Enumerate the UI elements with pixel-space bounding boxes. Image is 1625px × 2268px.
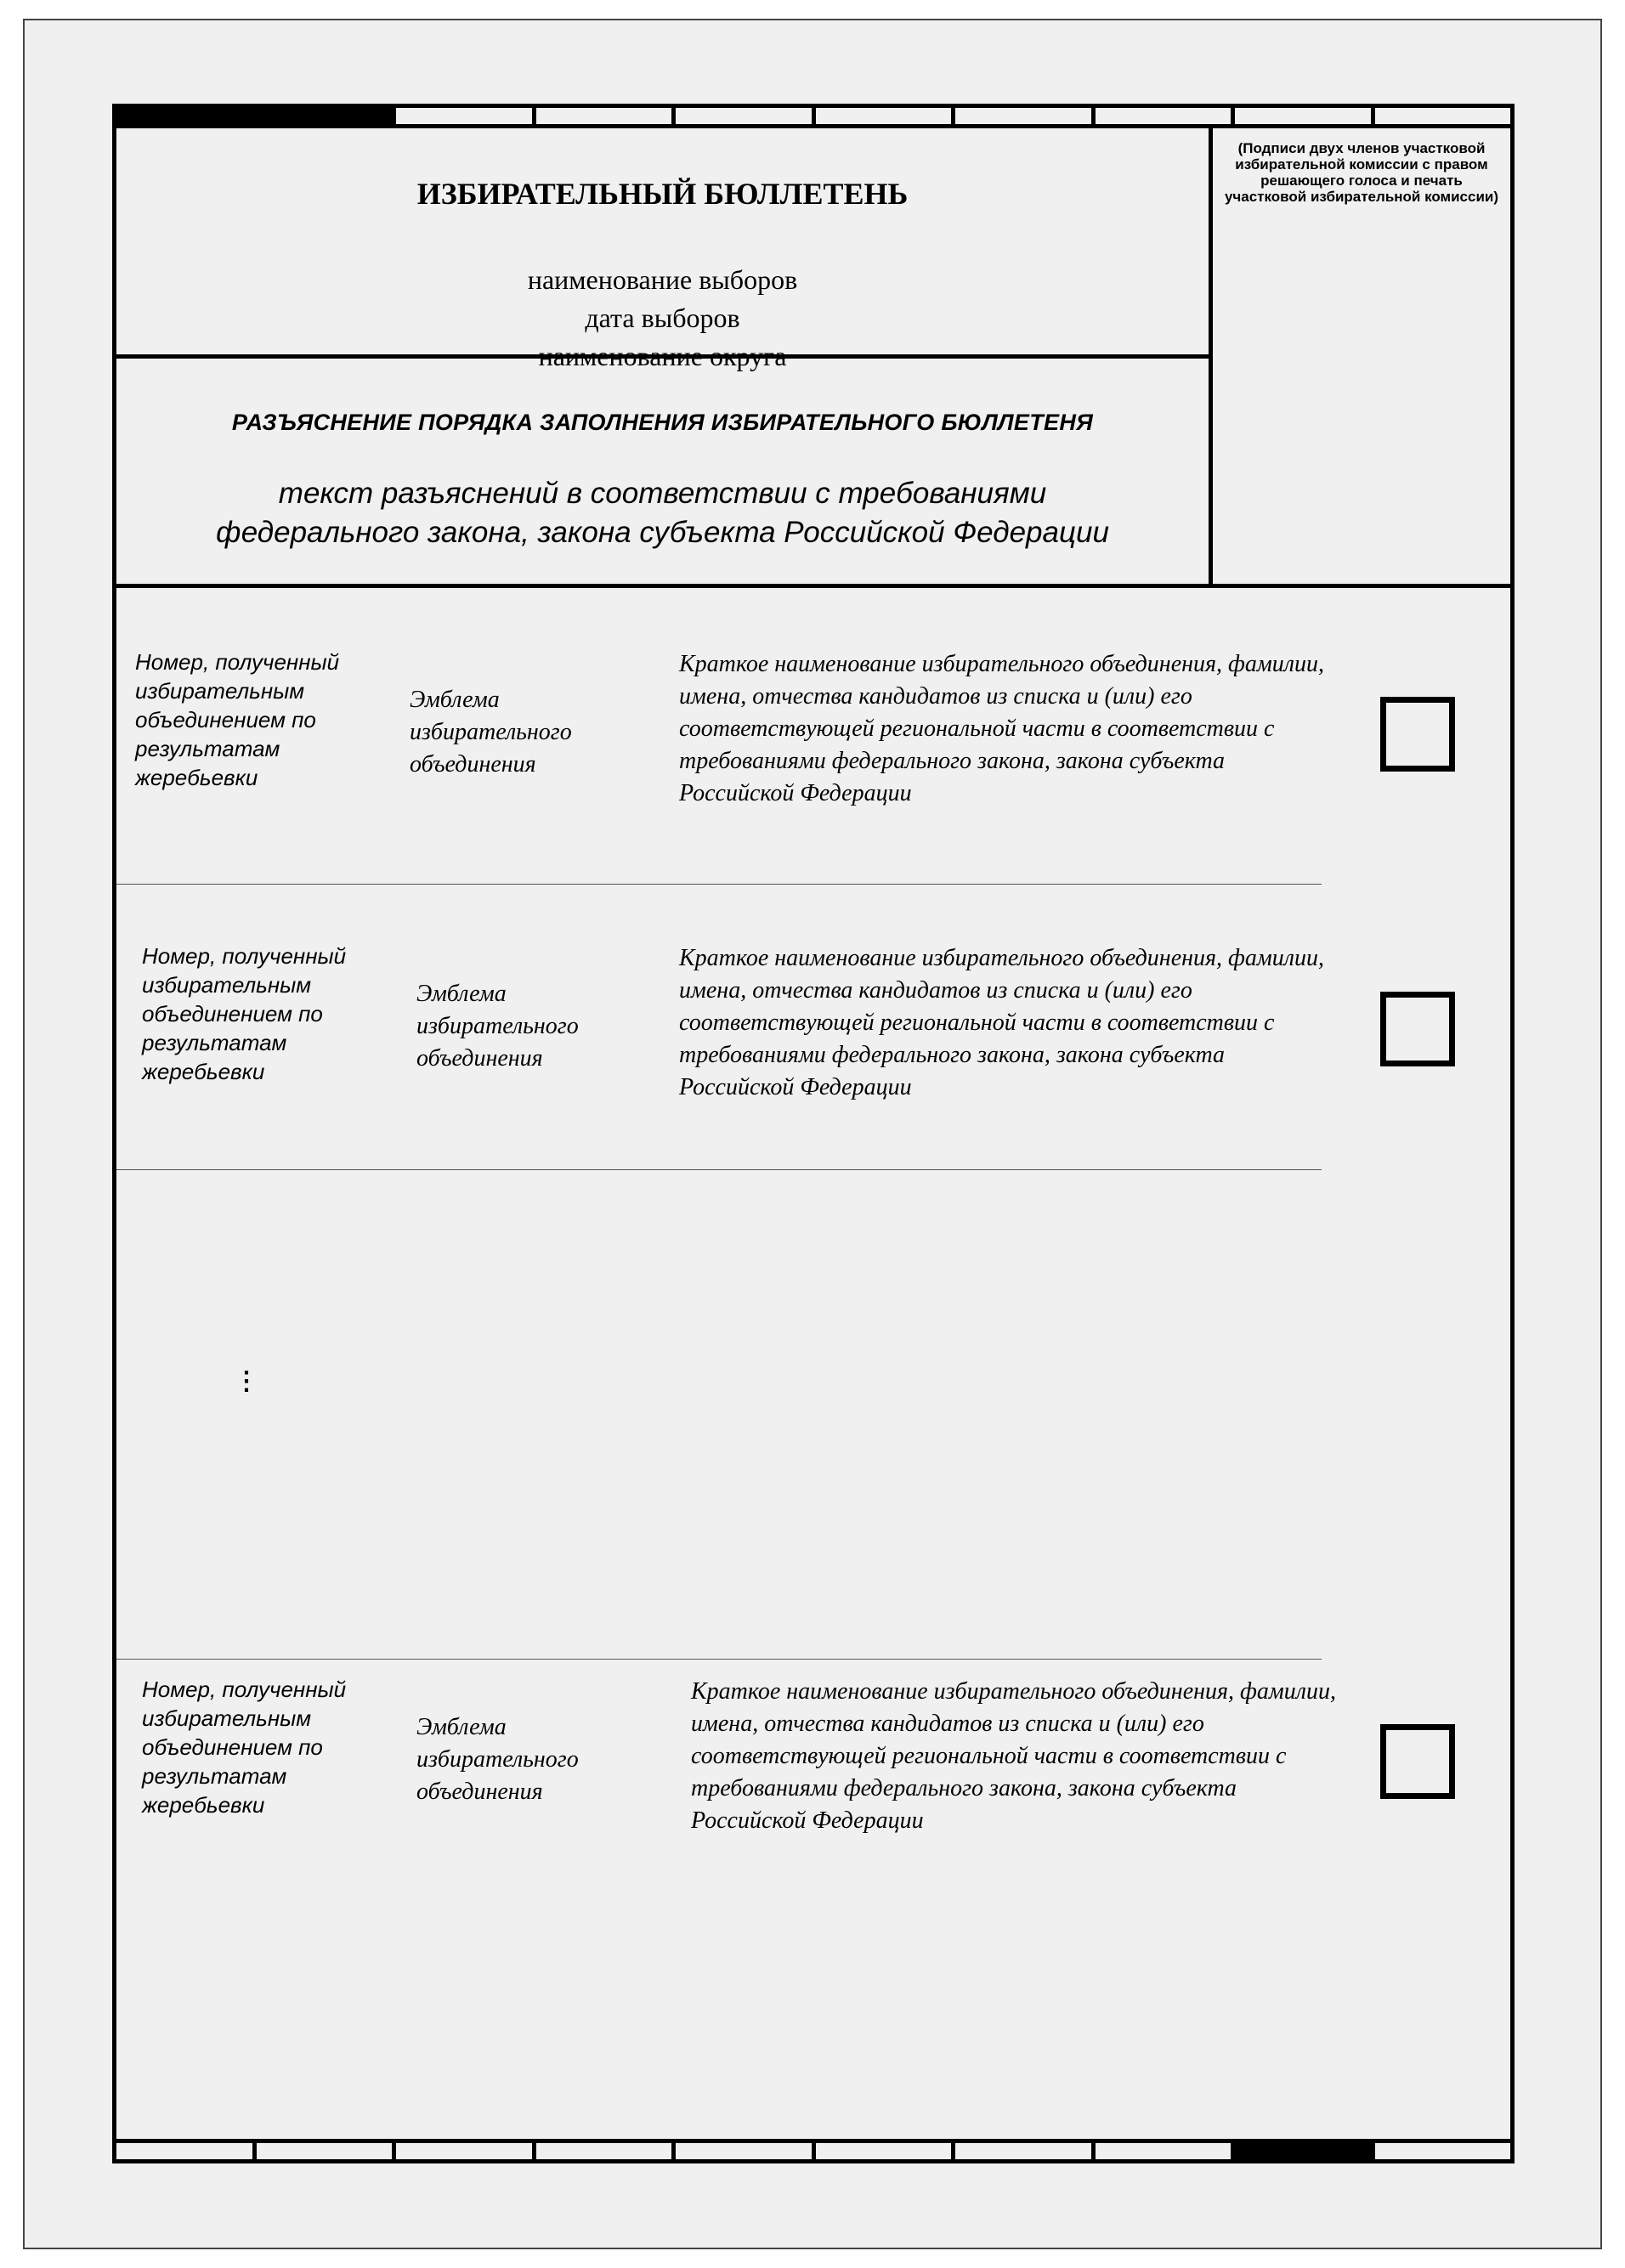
marker-segment — [676, 108, 816, 124]
explanation-line: федерального закона, закона субъекта Российской Федерации — [216, 516, 1109, 549]
party-description: Краткое наименование избирательного объединения, фамилии, имена, отчества кандидатов из списка и (или) его соответствующей региональной части в соответствии с требованиями федерального закона, закона субъекта Российской Федерации — [679, 945, 1324, 1100]
marker-segment — [396, 2143, 536, 2159]
row-separator — [116, 1659, 1322, 1660]
marker-segment — [955, 108, 1096, 124]
explanation-title: РАЗЪЯСНЕНИЕ ПОРЯДКА ЗАПОЛНЕНИЯ ИЗБИРАТЕЛЬНОГО БЮЛЛЕТЕНЯ — [231, 410, 1094, 435]
party-number-label: Номер, полученный избирательным объединением по результатам жеребьевки — [135, 649, 340, 790]
more-rows-ellipsis: ⋮ — [234, 1367, 259, 1395]
marker-segment — [816, 108, 956, 124]
marker-segment — [955, 2143, 1096, 2159]
party-number-label: Номер, полученный избирательным объединением по результатам жеребьевки — [142, 943, 347, 1084]
explanation-text — [116, 474, 1209, 552]
marker-segment — [257, 108, 397, 124]
marker-segment — [1096, 2143, 1236, 2159]
election-name: наименование выборов — [527, 264, 798, 295]
section-divider — [116, 584, 1510, 588]
marker-segment — [816, 2143, 956, 2159]
vote-checkbox[interactable] — [1380, 992, 1455, 1066]
party-description: Краткое наименование избирательного объединения, фамилии, имена, отчества кандидатов из списка и (или) его соответствующей региональной части в соответствии с требованиями федерального закона, закона субъекта Российской Федерации — [691, 1678, 1336, 1834]
marker-segment — [676, 2143, 816, 2159]
party-description: Краткое наименование избирательного объединения, фамилии, имена, отчества кандидатов из списка и (или) его соответствующей региональной части в соответствии с требованиями федерального закона, закона субъекта Российской Федерации — [679, 651, 1324, 806]
signatures-note: (Подписи двух членов участковой избирательной комиссии с правом решающего голоса и печать участковой избирательной комиссии) — [1224, 140, 1499, 205]
bottom-marker-strip — [116, 2139, 1510, 2159]
explanation-line: текст разъяснений в соответствии с требованиями — [278, 477, 1047, 510]
marker-segment — [536, 2143, 677, 2159]
row-separator — [116, 1169, 1322, 1170]
marker-segment — [1096, 108, 1236, 124]
marker-segment — [116, 2143, 257, 2159]
party-emblem-label: Эмблема избирательного объединения — [416, 981, 579, 1072]
party-emblem-label: Эмблема избирательного объединения — [410, 687, 572, 778]
top-marker-strip — [116, 108, 1510, 128]
marker-segment — [257, 2143, 397, 2159]
party-number-label: Номер, полученный избирательным объединением по результатам жеребьевки — [142, 1677, 347, 1818]
vote-checkbox[interactable] — [1380, 1724, 1455, 1799]
marker-segment — [396, 108, 536, 124]
marker-segment — [1235, 108, 1375, 124]
party-emblem-label: Эмблема избирательного объединения — [416, 1714, 579, 1805]
district-name: наименование округа — [538, 341, 787, 371]
marker-segment — [1375, 2143, 1511, 2159]
ballot-title: ИЗБИРАТЕЛЬНЫЙ БЮЛЛЕТЕНЬ — [416, 177, 909, 211]
election-date: дата выборов — [585, 303, 740, 333]
row-separator — [116, 884, 1322, 885]
marker-segment — [116, 108, 257, 124]
ballot-form — [112, 104, 1515, 2163]
marker-segment — [536, 108, 677, 124]
vote-checkbox[interactable] — [1380, 697, 1455, 772]
marker-segment — [1375, 108, 1511, 124]
signature-box — [1213, 128, 1510, 584]
marker-segment — [1235, 2143, 1375, 2159]
ballot-header — [116, 128, 1213, 371]
explanation-section — [116, 359, 1213, 584]
